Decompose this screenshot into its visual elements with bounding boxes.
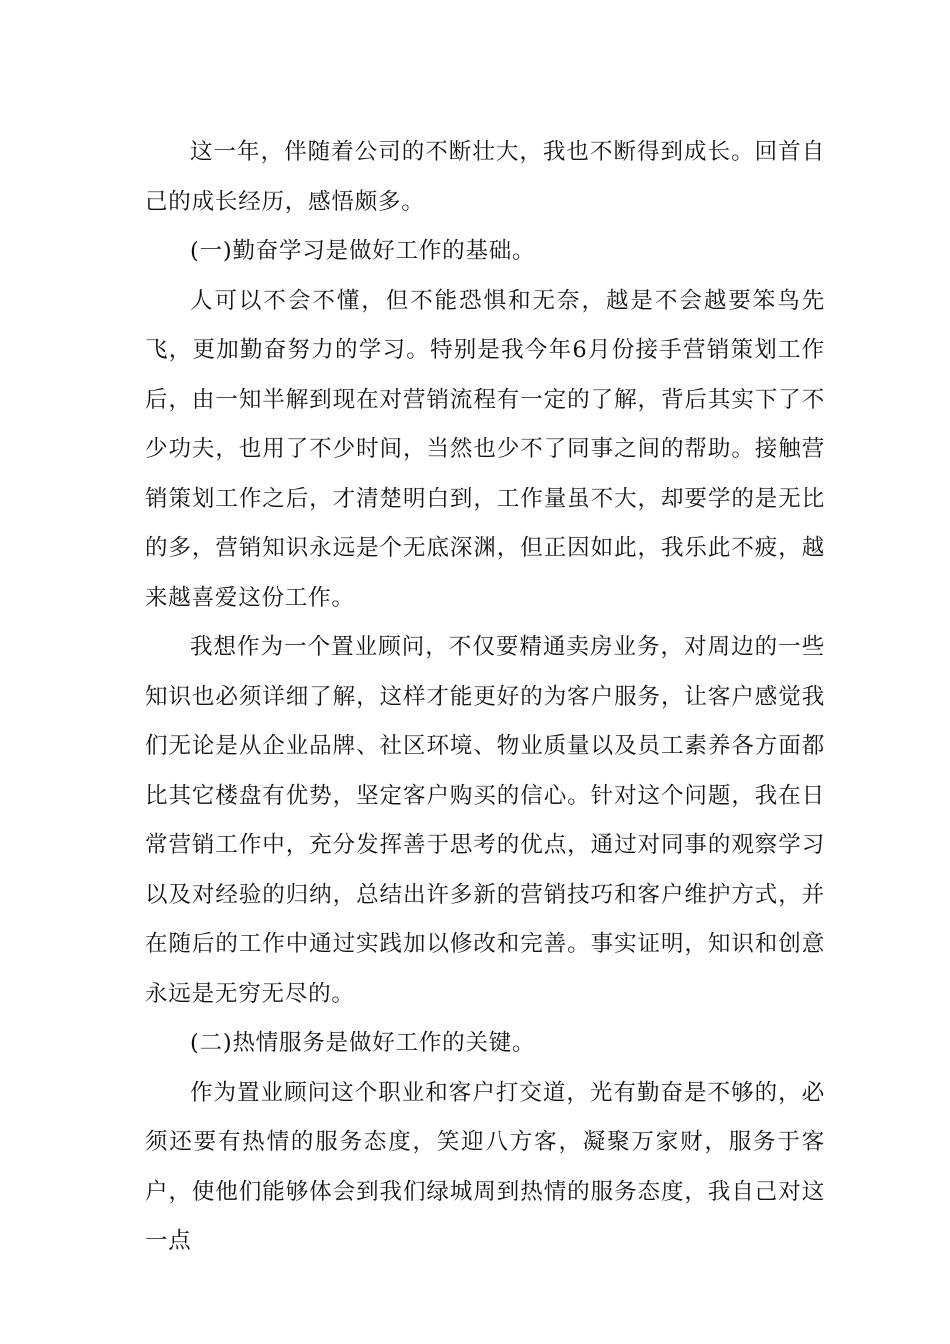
paragraph-study: 人可以不会不懂，但不能恐惧和无奈，越是不会越要笨鸟先飞，更加勤奋努力的学习。特别是我今年6月份接手营销策划工作后，由一知半解到现在对营销流程有一定的了解，背后其实下了不少功夫，也用了不少时间，当然也少不了同事之间的帮助。接触营销策划工作之后，才清楚明白到，工作量虽不大，却要学的是无比的多，营销知识永远是个无底深渊，但正因如此，我乐此不疲，越来越喜爱这份工作。 [145, 287, 825, 611]
paragraph-intro: 这一年，伴随着公司的不断壮大，我也不断得到成长。回首自己的成长经历，感悟颇多。 [145, 139, 825, 215]
paragraph-service: 作为置业顾问这个职业和客户打交道，光有勤奋是不够的，必须还要有热情的服务态度，笑迎八方客，凝聚万家财，服务于客户，使他们能够体会到我们绿城周到热情的服务态度，我自己对这一点 [145, 1079, 825, 1254]
section-heading-1: (一)勤奋学习是做好工作的基础。 [190, 238, 536, 264]
document-body [145, 128, 825, 1267]
paragraph-consultant: 我想作为一个置业顾问，不仅要精通卖房业务，对周边的一些知识也必须详细了解，这样才能更好的为客户服务，让客户感觉我们无论是从企业品牌、社区环境、物业质量以及员工素养各方面都比其它楼盘有优势，坚定客户购买的信心。针对这个问题，我在日常营销工作中，充分发挥善于思考的优点，通过对同事的观察学习以及对经验的归纳，总结出许多新的营销技巧和客户维护方式，并在随后的工作中通过实践加以修改和完善。事实证明，知识和创意永远是无穷无尽的。 [145, 634, 825, 1007]
section-heading-2: (二)热情服务是做好工作的关键。 [190, 1030, 536, 1056]
